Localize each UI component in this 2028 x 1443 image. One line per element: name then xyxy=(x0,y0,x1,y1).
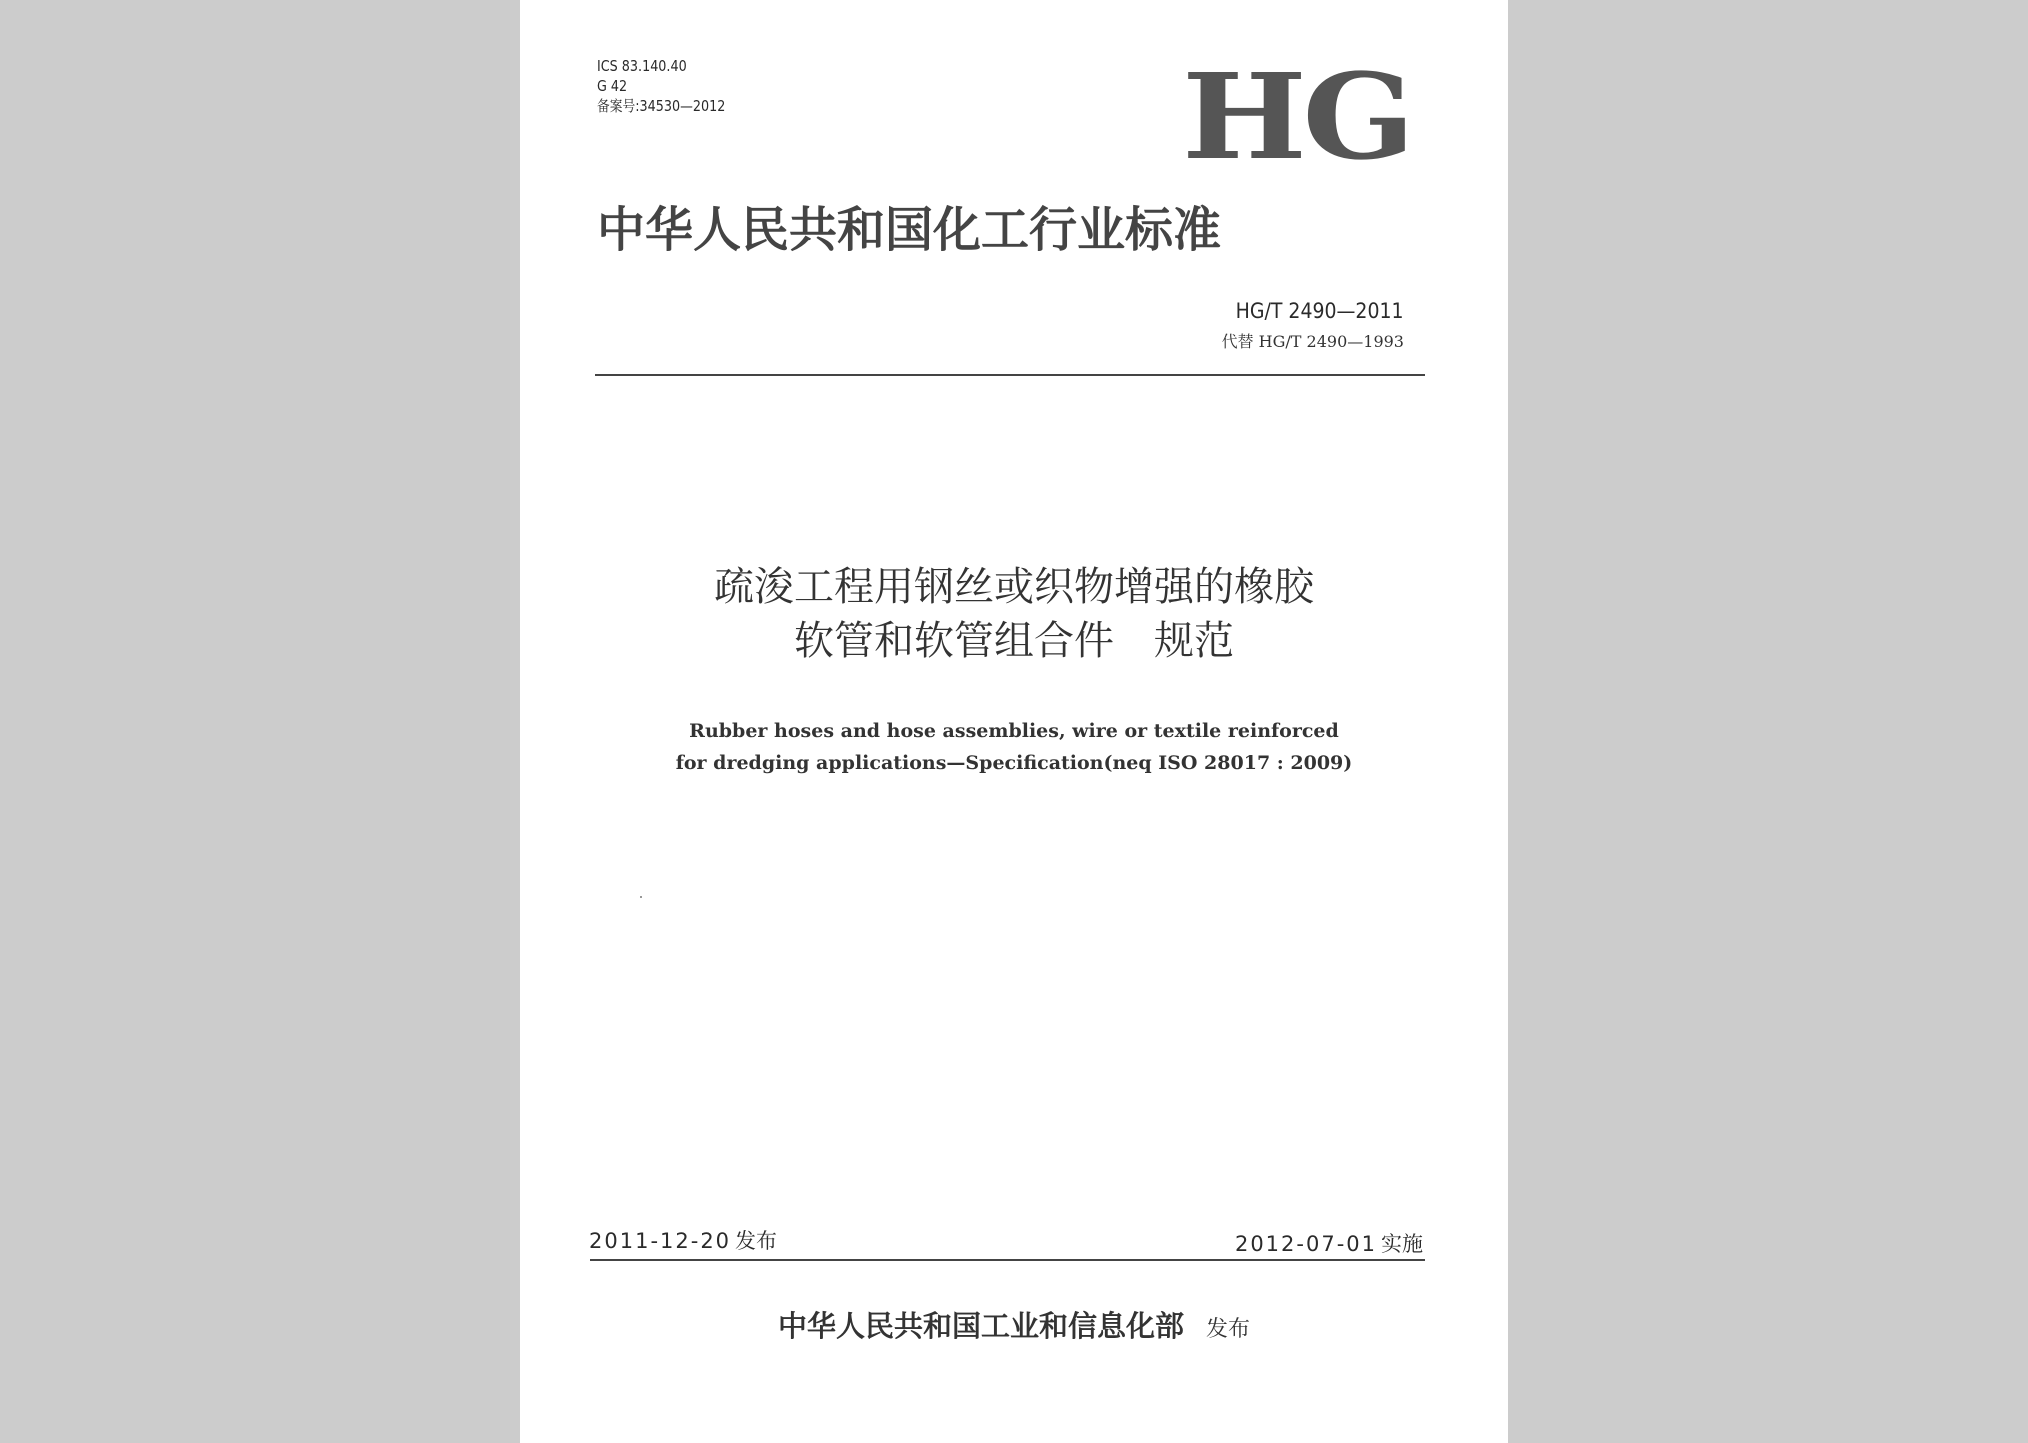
chinese-title-line-2: 软管和软管组合件 规范 xyxy=(794,618,1234,664)
replaces-code: 代替 HG/T 2490—1993 xyxy=(1221,332,1404,351)
bottom-divider xyxy=(590,1259,1425,1261)
implementation-date-value: 2012-07-01 xyxy=(1234,1232,1377,1256)
publish-date xyxy=(589,1227,777,1255)
chinese-title-line-1: 疏浚工程用钢丝或织物增强的橡胶 xyxy=(714,564,1314,610)
chinese-title xyxy=(520,560,1508,668)
classification-block xyxy=(597,56,725,116)
standard-code: HG/T 2490—2011 xyxy=(1236,299,1404,323)
ccs-code: G 42 xyxy=(597,77,628,95)
publish-date-value: 2011-12-20 xyxy=(589,1229,732,1253)
hg-logo: HG xyxy=(1182,47,1411,186)
publisher-label: 发布 xyxy=(1206,1317,1251,1342)
publisher-name: 中华人民共和国工业和信息化部 xyxy=(777,1309,1184,1343)
top-divider xyxy=(595,374,1425,376)
filing-number: 备案号:34530—2012 xyxy=(597,97,726,115)
publisher xyxy=(520,1306,1508,1350)
english-title xyxy=(520,715,1508,779)
document-page xyxy=(520,0,1508,1443)
english-title-line-2: for dredging applications—Specification(neq ISO 28017 : 2009) xyxy=(675,752,1353,774)
standard-title: 中华人民共和国化工行业标准 xyxy=(597,202,1222,258)
ics-code: ICS 83.140.40 xyxy=(597,57,687,75)
scan-speck xyxy=(640,896,642,898)
english-title-line-1: Rubber hoses and hose assemblies, wire or textile reinforced xyxy=(689,720,1339,742)
publish-date-label: 发布 xyxy=(735,1229,778,1253)
implementation-date xyxy=(1235,1230,1423,1258)
implementation-date-label: 实施 xyxy=(1381,1232,1423,1256)
